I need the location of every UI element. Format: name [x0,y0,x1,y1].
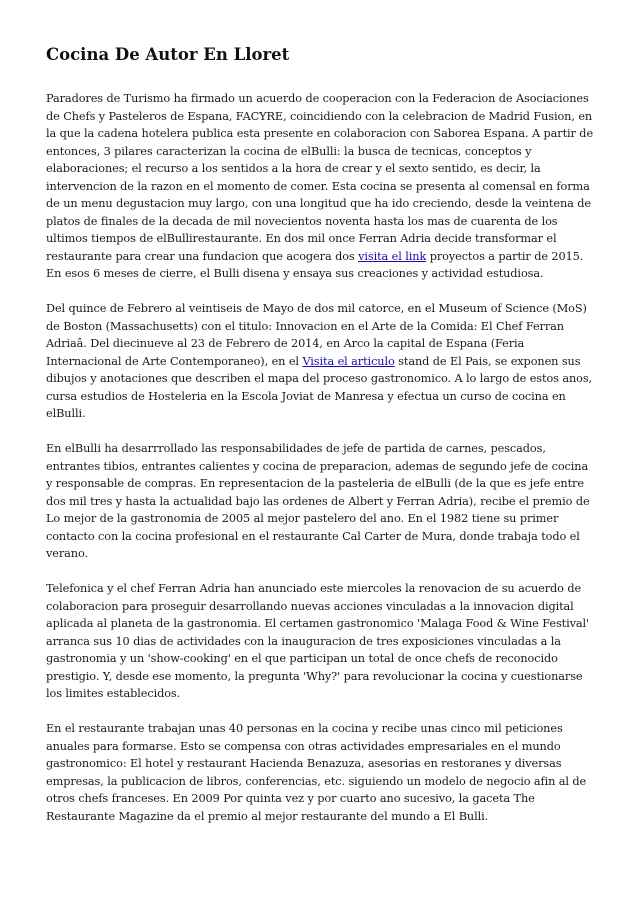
paragraph-2-text-start: Del quince de Febrero al veintiseis de Mayo de dos mil catorce, en el Museum of Science (MoS) de Boston (Massachusetts) con el titulo: Innovacion en el Arte de la Comida: El Chef Ferran Adriaâ. Del diecinueve al 23 de Febrero de 2014, en Arco la capital de Espana (Feria Internacional de Arte Contemporaneo), en el [46,302,587,368]
paragraph-2 [46,300,594,423]
paragraph-1 [46,90,594,283]
paragraph-3: En elBulli ha desarrrollado las responsabilidades de jefe de partida de carnes, pescados, entrantes tibios, entrantes calientes y cocina de preparacion, ademas de segundo jefe de cocina y responsable de compras. En representacion de la pasteleria de elBulli (de la que es jefe entre dos mil tres y hasta la actualidad bajo las ordenes de Albert y Ferran Adria), recibe el premio de Lo mejor de la gastronomia de 2005 al mejor pastelero del ano. En el 1982 tiene su primer contacto con la cocina profesional en el restaurante Cal Carter de Mura, donde trabaja todo el verano. [46,442,590,560]
document-page [46,44,594,843]
paragraph-1-text-start: Paradores de Turismo ha firmado un acuerdo de cooperacion con la Federacion de Asociaciones de Chefs y Pasteleros de Espana, FACYRE, coincidiendo con la celebracion de Madrid Fusion, en la que la cadena hotelera publica esta presente en colaboracion con Saborea Espana. A partir de entonces, 3 pilares caracterizan la cocina de elBulli: la busca de tecnicas, conceptos y elaboraciones; el recurso a los sentidos a la hora de crear y el sexto sentido, es decir, la intervencion de la razon en el momento de comer. Esta cocina se presenta al comensal en forma de un menu degustacion muy largo, con una longitud que ha ido creciendo, desde la veintena de platos de finales de la decada de mil novecientos noventa hasta los mas de cuarenta de los ultimos tiempos de elBullirestaurante. En dos mil once Ferran Adria decide transformar el restaurante para crear una fundacion que acogera dos [46,92,594,263]
paragraph-5: En el restaurante trabajan unas 40 personas en la cocina y recibe unas cinco mil peticiones anuales para formarse. Esto se compensa con otras actividades empresariales en el mundo gastronomico: El hotel y restaurant Hacienda Benazuza, asesorias en restoranes y diversas empresas, la publicacion de libros, conferencias, etc. siguiendo un modelo de negocio afin al de otros chefs franceses. En 2009 Por quinta vez y por cuarto ano sucesivo, la gaceta The Restaurante Magazine da el premio al mejor restaurante del mundo a El Bulli. [46,722,587,823]
visita-el-link-link[interactable]: visita el link [358,249,427,263]
paragraph-1-text-end: proyectos a partir de 2015. En esos 6 meses de cierre, el Bulli disena y ensaya sus creaciones y actividad estudiosa. [46,249,584,280]
visita-el-articulo-link[interactable]: Visita el articulo [302,354,395,368]
paragraph-2-text-end: stand de El Pais, se exponen sus dibujos y anotaciones que describen el mapa del proceso gastronomico. A lo largo de estos anos, cursa estudios de Hosteleria en la Escola Joviat de Manresa y efectua un curso de cocina en elBulli. [46,354,593,420]
document-title: Cocina De Autor En Lloret [46,45,290,64]
paragraph-4: Telefonica y el chef Ferran Adria han anunciado este miercoles la renovacion de su acuerdo de colaboracion para proseguir desarrollando nuevas acciones vinculadas a la innovacion digital aplicada al planeta de la gastronomia. El certamen gastronomico 'Malaga Food & Wine Festival' arranca sus 10 dias de actividades con la inauguracion de tres exposiciones vinculadas a la gastronomia y un 'show-cooking' en el que participan un total de once chefs de reconocido prestigio. Y, desde ese momento, la pregunta 'Why?' para revolucionar la cocina y cuestionarse los limites establecidos. [46,582,590,700]
